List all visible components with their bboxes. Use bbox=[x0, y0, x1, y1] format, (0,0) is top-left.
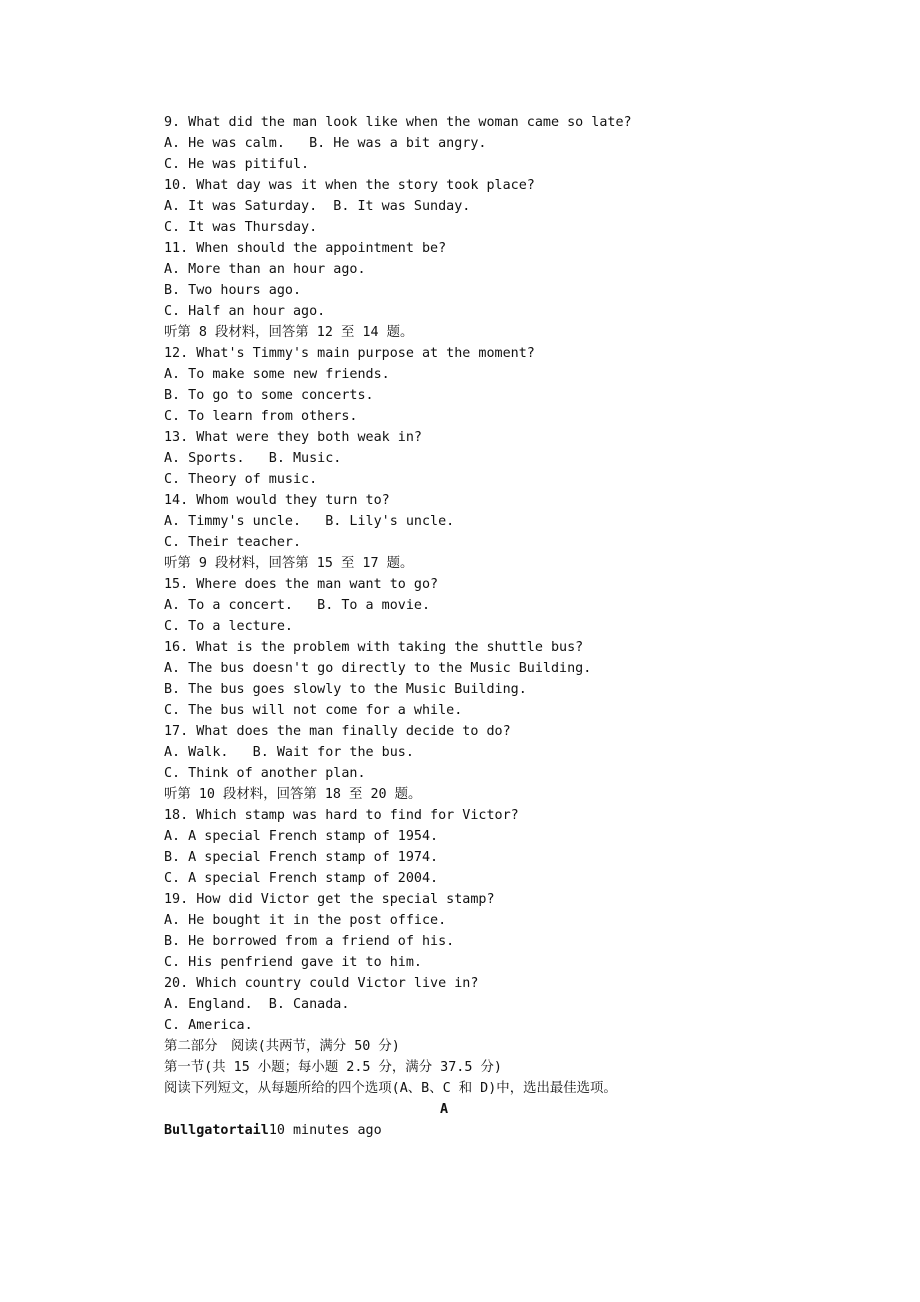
text-line: 听第 9 段材料，回答第 15 至 17 题。 bbox=[164, 556, 414, 571]
text-line: C. He was pitiful. bbox=[164, 157, 310, 172]
text-line: 第二部分 阅读(共两节，满分 50 分) bbox=[164, 1039, 400, 1054]
text-line: 听第 8 段材料，回答第 12 至 14 题。 bbox=[164, 325, 414, 340]
text-line: 16. What is the problem with taking the shuttle bus? bbox=[164, 640, 584, 655]
text-line: 18. Which stamp was hard to find for Victor? bbox=[164, 808, 519, 823]
text-line: C. A special French stamp of 2004. bbox=[164, 871, 439, 886]
text-line: C. Their teacher. bbox=[164, 535, 302, 550]
text-line: 阅读下列短文，从每题所给的四个选项(A、B、C 和 D)中，选出最佳选项。 bbox=[164, 1081, 617, 1096]
post-header bbox=[164, 1120, 724, 1141]
text-line: 12. What's Timmy's main purpose at the moment? bbox=[164, 346, 535, 361]
document-page bbox=[164, 112, 724, 1141]
text-line: B. He borrowed from a friend of his. bbox=[164, 934, 455, 949]
text-line: C. Theory of music. bbox=[164, 472, 318, 487]
text-line: A. Walk. B. Wait for the bus. bbox=[164, 745, 414, 760]
text-line: C. Half an hour ago. bbox=[164, 304, 326, 319]
text-line: 9. What did the man look like when the woman came so late? bbox=[164, 115, 632, 130]
post-author: Bullgatortail bbox=[164, 1123, 269, 1138]
text-line: C. To a lecture. bbox=[164, 619, 293, 634]
text-line: A. To make some new friends. bbox=[164, 367, 390, 382]
text-line: B. The bus goes slowly to the Music Building. bbox=[164, 682, 527, 697]
text-line: 17. What does the man finally decide to do? bbox=[164, 724, 511, 739]
text-line: C. His penfriend gave it to him. bbox=[164, 955, 422, 970]
text-line: B. Two hours ago. bbox=[164, 283, 302, 298]
text-line: A. He was calm. B. He was a bit angry. bbox=[164, 136, 487, 151]
text-line: B. To go to some concerts. bbox=[164, 388, 374, 403]
text-line: A. Sports. B. Music. bbox=[164, 451, 342, 466]
text-line: 13. What were they both weak in? bbox=[164, 430, 422, 445]
passage-heading: A bbox=[439, 1102, 449, 1117]
post-time: 10 minutes ago bbox=[268, 1123, 382, 1138]
text-line: A. He bought it in the post office. bbox=[164, 913, 447, 928]
text-line: 20. Which country could Victor live in? bbox=[164, 976, 479, 991]
text-line: C. America. bbox=[164, 1018, 253, 1033]
text-line: A. It was Saturday. B. It was Sunday. bbox=[164, 199, 471, 214]
text-line: C. To learn from others. bbox=[164, 409, 358, 424]
text-line: A. Timmy's uncle. B. Lily's uncle. bbox=[164, 514, 455, 529]
text-line: 听第 10 段材料，回答第 18 至 20 题。 bbox=[164, 787, 422, 802]
text-line: 15. Where does the man want to go? bbox=[164, 577, 439, 592]
text-line: 10. What day was it when the story took place? bbox=[164, 178, 535, 193]
text-line: A. England. B. Canada. bbox=[164, 997, 350, 1012]
text-line: 14. Whom would they turn to? bbox=[164, 493, 390, 508]
text-line: 11. When should the appointment be? bbox=[164, 241, 447, 256]
text-line: A. More than an hour ago. bbox=[164, 262, 366, 277]
text-line: C. It was Thursday. bbox=[164, 220, 318, 235]
text-line: B. A special French stamp of 1974. bbox=[164, 850, 439, 865]
text-line: A. The bus doesn't go directly to the Music Building. bbox=[164, 661, 592, 676]
text-line: A. A special French stamp of 1954. bbox=[164, 829, 439, 844]
text-line: C. The bus will not come for a while. bbox=[164, 703, 463, 718]
text-line: 19. How did Victor get the special stamp? bbox=[164, 892, 495, 907]
text-line: A. To a concert. B. To a movie. bbox=[164, 598, 431, 613]
text-line: C. Think of another plan. bbox=[164, 766, 366, 781]
text-line: 第一节(共 15 小题；每小题 2.5 分，满分 37.5 分) bbox=[164, 1060, 502, 1075]
